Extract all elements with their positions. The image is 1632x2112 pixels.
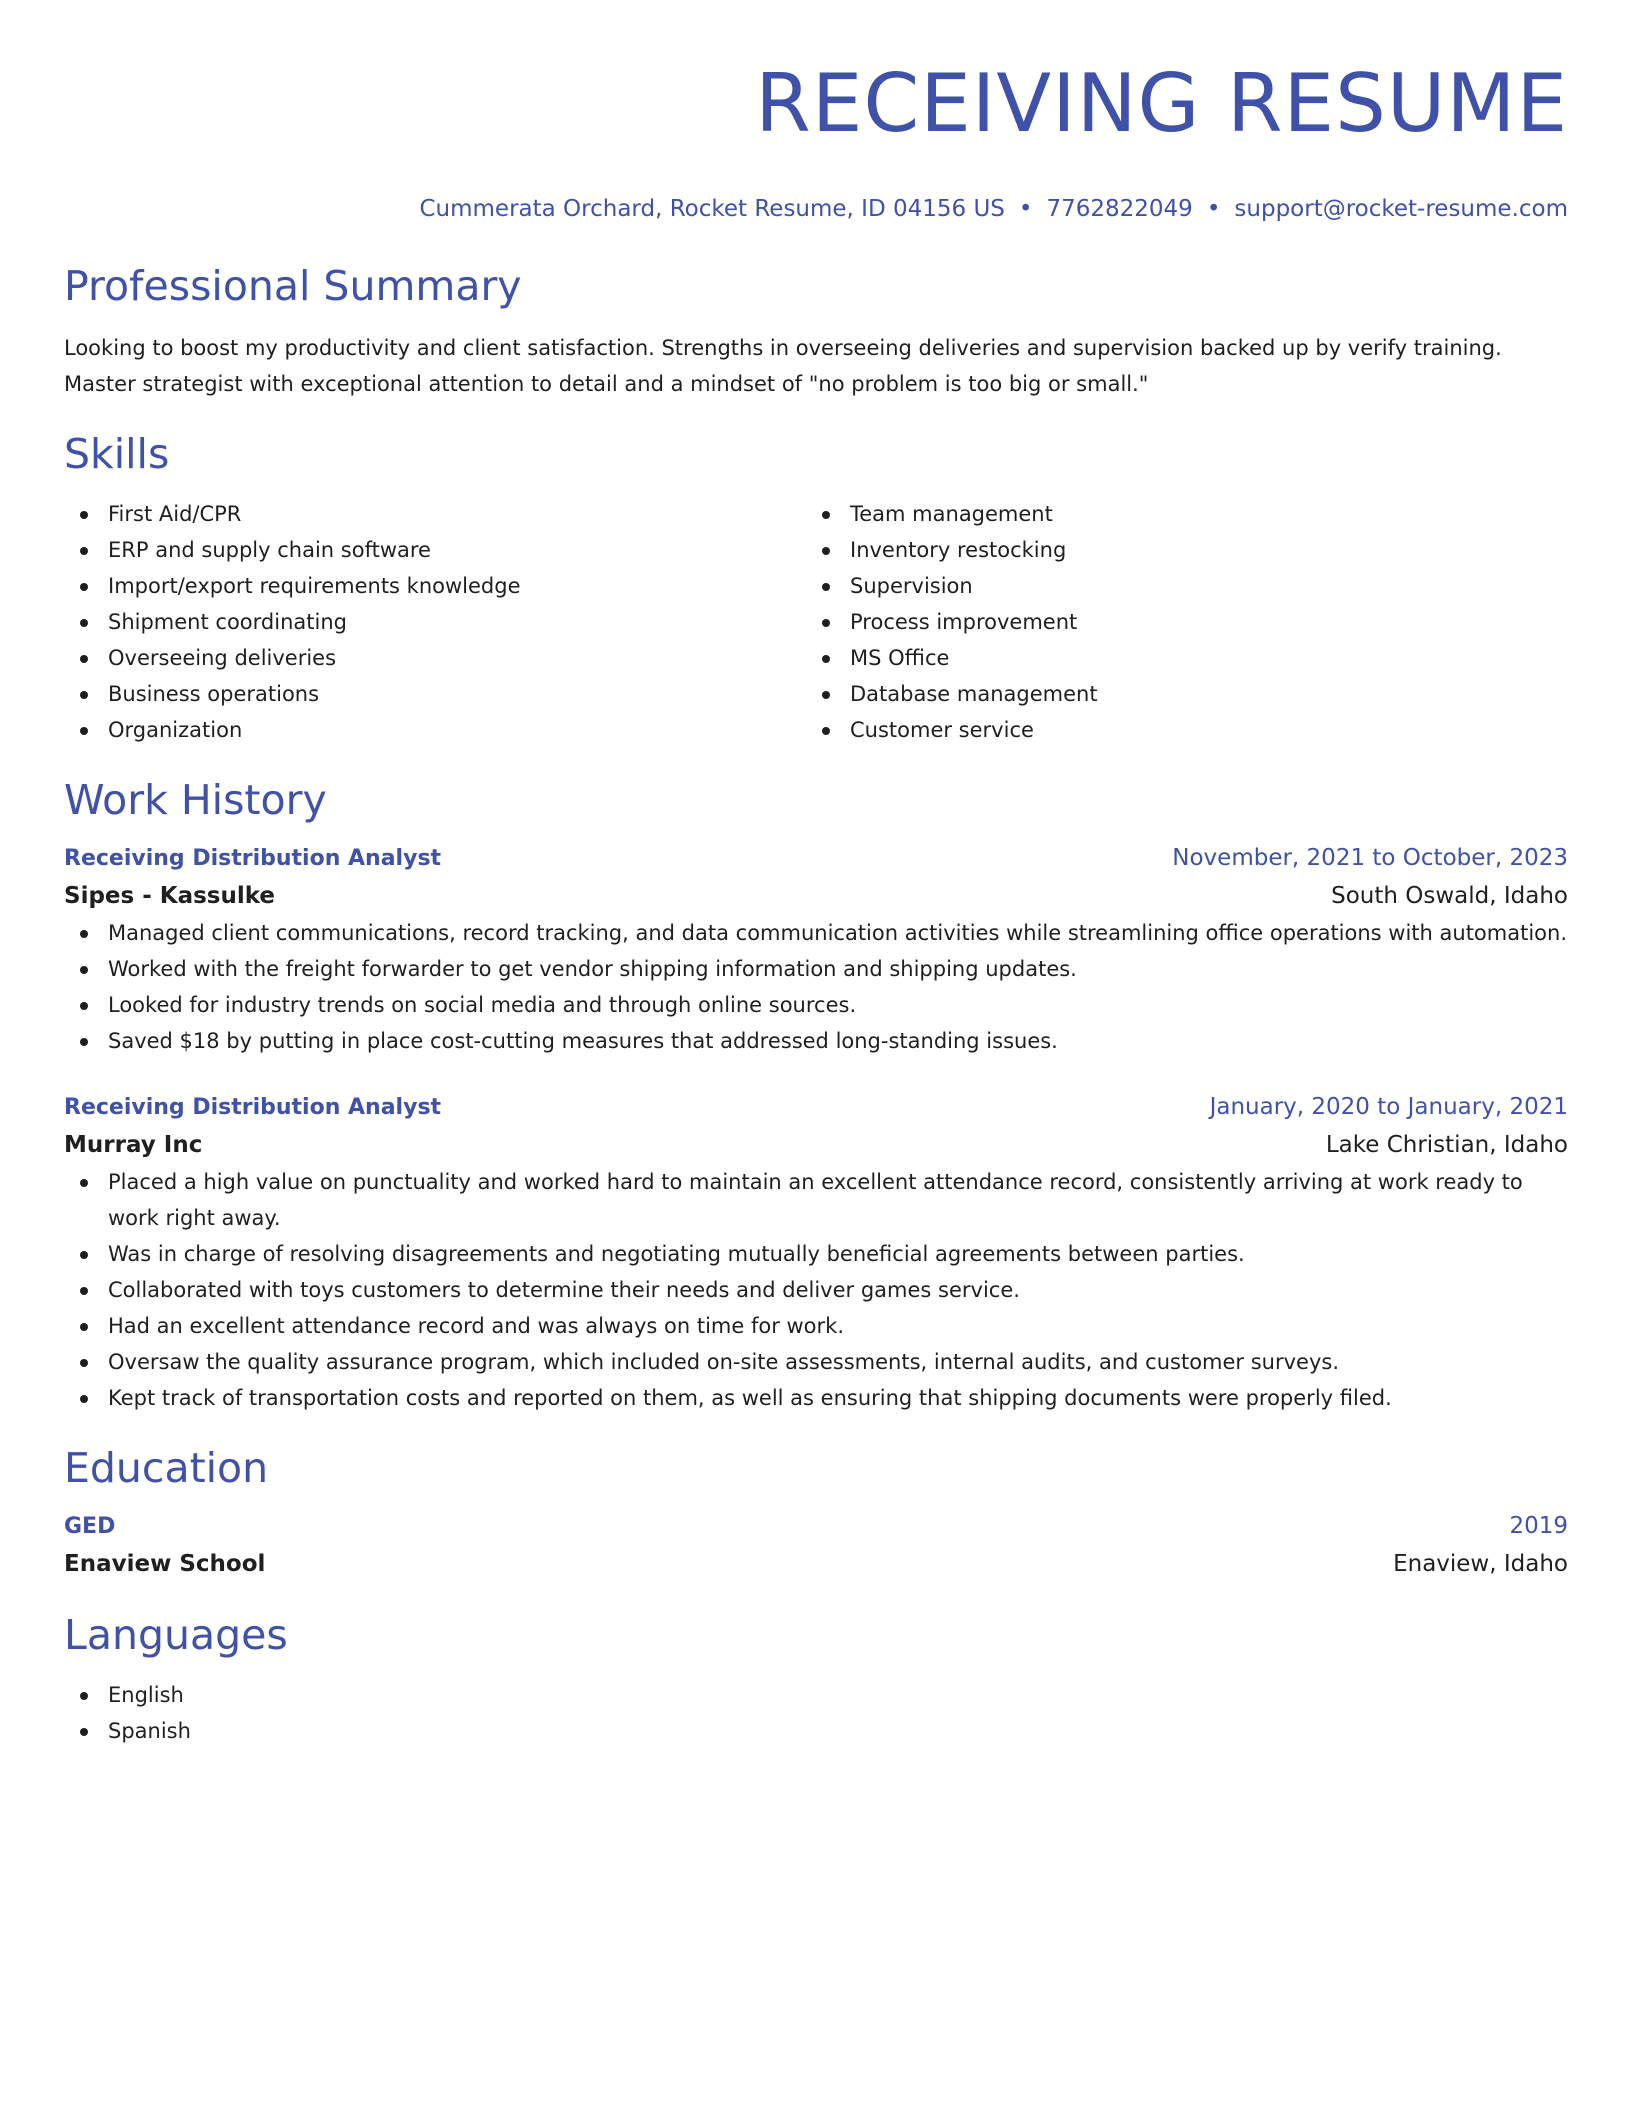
skill-item: Business operations [64,676,806,712]
education-school-row [64,1545,1568,1583]
skill-item: Inventory restocking [806,532,1548,568]
job-bullet: Managed client communications, record tracking, and data communication activities while streamlining office operations with automation. [64,915,1568,951]
skill-item: Process improvement [806,604,1548,640]
skills-right-list [806,496,1548,748]
skill-item: Shipment coordinating [64,604,806,640]
contact-phone: 7762822049 [1046,196,1193,222]
job-bullet: Collaborated with toys customers to determine their needs and deliver games service. [64,1272,1568,1308]
job-company-row [64,877,1568,915]
work-section [64,774,1568,1416]
education-location: Enaview, Idaho [1393,1551,1568,1577]
job-bullet: Placed a high value on punctuality and worked hard to maintain an excellent attendance record, consistently arriving at work ready to work right away. [64,1164,1568,1236]
job-location: South Oswald, Idaho [1331,883,1568,909]
work-title: Work History [64,776,327,824]
education-year: 2019 [1509,1513,1568,1539]
job-header-row [64,840,1568,877]
job-entry [64,1089,1568,1416]
job-bullet: Oversaw the quality assurance program, which included on-site assessments, internal audits, and customer surveys. [64,1344,1568,1380]
resume-page [64,0,1568,1749]
contact-address: Cummerata Orchard, Rocket Resume, ID 04156 US [419,196,1005,222]
contact-email: support@rocket-resume.com [1234,196,1568,222]
skill-item: Import/export requirements knowledge [64,568,806,604]
job-bullet: Was in charge of resolving disagreements and negotiating mutually beneficial agreements between parties. [64,1236,1568,1272]
summary-section [64,260,1568,402]
resume-name: RECEIVING RESUME [755,57,1568,150]
languages-list [64,1677,1568,1749]
skill-item: Supervision [806,568,1548,604]
education-title: Education [64,1444,269,1492]
education-section [64,1442,1568,1583]
job-bullet: Looked for industry trends on social media and through online sources. [64,987,1568,1023]
skill-item: ERP and supply chain software [64,532,806,568]
skills-title: Skills [64,430,170,478]
job-bullet: Kept track of transportation costs and reported on them, as well as ensuring that shipping documents were properly filed. [64,1380,1568,1416]
language-item: Spanish [64,1713,1568,1749]
summary-title: Professional Summary [64,262,522,310]
contact-separator: • [1206,196,1221,222]
skill-item: First Aid/CPR [64,496,806,532]
skill-item: Customer service [806,712,1548,748]
skill-item: Overseeing deliveries [64,640,806,676]
education-school: Enaview School [64,1551,266,1577]
skills-section [64,428,1568,748]
skill-item: Team management [806,496,1548,532]
summary-text: Looking to boost my productivity and client satisfaction. Strengths in overseeing deliveries and supervision backed up by verify training. Master strategist with exceptional attention to detail and a mindset of "no problem is too big or small." [64,336,1502,396]
education-header-row [64,1508,1568,1545]
job-company: Sipes - Kassulke [64,883,276,909]
job-bullet-list [64,915,1568,1059]
job-entry [64,840,1568,1059]
job-header-row [64,1089,1568,1126]
job-bullet: Worked with the freight forwarder to get vendor shipping information and shipping updates. [64,951,1568,987]
job-bullet: Had an excellent attendance record and was always on time for work. [64,1308,1568,1344]
contact-line [64,194,1568,224]
job-title: Receiving Distribution Analyst [64,1095,442,1120]
job-bullet-list [64,1164,1568,1416]
job-dates: November, 2021 to October, 2023 [1172,845,1568,871]
job-title: Receiving Distribution Analyst [64,846,442,871]
job-dates: January, 2020 to January, 2021 [1209,1094,1568,1120]
job-company-row [64,1126,1568,1164]
skill-item: Database management [806,676,1548,712]
languages-title: Languages [64,1611,288,1659]
skill-item: MS Office [806,640,1548,676]
education-degree: GED [64,1514,116,1539]
languages-section [64,1609,1568,1749]
skill-item: Organization [64,712,806,748]
job-bullet: Saved $18 by putting in place cost-cutting measures that addressed long-standing issues. [64,1023,1568,1059]
language-item: English [64,1677,1568,1713]
skills-left-list [64,496,806,748]
skills-columns [64,496,1568,748]
job-location: Lake Christian, Idaho [1325,1132,1568,1158]
contact-separator: • [1018,196,1033,222]
job-company: Murray Inc [64,1132,203,1158]
